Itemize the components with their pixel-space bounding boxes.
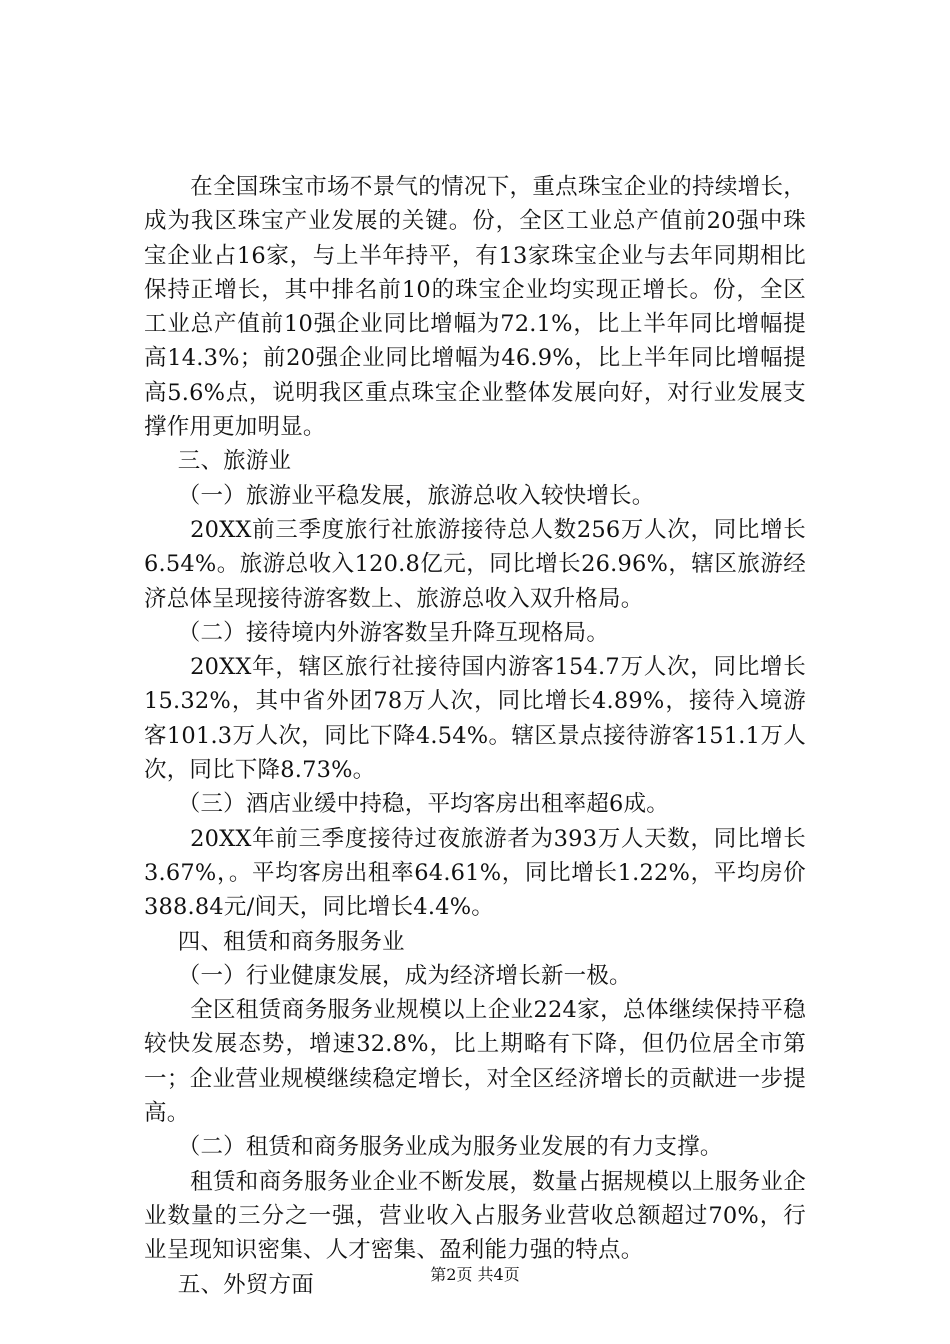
subheading-leasing-2: （二）租赁和商务服务业成为服务业发展的有力支撑。	[177, 1134, 723, 1161]
document-body	[144, 170, 806, 1302]
subheading-tourism-2: （二）接待境内外游客数呈升降互现格局。	[177, 619, 610, 646]
page-footer: 第2页 共4页	[430, 1265, 520, 1284]
section-heading-tourism: 三、旅游业	[177, 448, 292, 475]
paragraph-tourism-2: 20XX年，辖区旅行社接待国内游客154.7万人次，同比增长15.32%，其中省外团78万人次，同比增长4.89%，接待入境游客101.3万人次，同比下降4.54%。辖区景点接待游客151.1万人次，同比下降8.73%。	[144, 654, 806, 784]
paragraph-leasing-1: 全区租赁商务服务业规模以上企业224家，总体继续保持平稳较快发展态势，增速32.8%，比上期略有下降，但仍位居全市第一；企业营业规模继续稳定增长，对全区经济增长的贡献进一步提高。	[144, 997, 806, 1127]
paragraph-tourism-3: 20XX年前三季度接待过夜旅游者为393万人天数，同比增长3.67%，。平均客房出租率64.61%，同比增长1.22%，平均房价388.84元/间天，同比增长4.4%。	[144, 825, 806, 921]
subheading-tourism-1: （一）旅游业平稳发展，旅游总收入较快增长。	[177, 482, 655, 509]
paragraph-tourism-1: 20XX前三季度旅行社旅游接待总人数256万人次，同比增长6.54%。旅游总收入120.8亿元，同比增长26.96%，辖区旅游经济总体呈现接待游客数上、旅游总收入双升格局。	[144, 516, 806, 612]
subheading-tourism-3: （三）酒店业缓中持稳，平均客房出租率超6成。	[177, 791, 669, 818]
section-heading-foreign-trade: 五、外贸方面	[177, 1271, 314, 1298]
subheading-leasing-1: （一）行业健康发展，成为经济增长新一极。	[177, 962, 632, 989]
section-heading-leasing: 四、租赁和商务服务业	[177, 928, 405, 955]
paragraph-jewelry: 在全国珠宝市场不景气的情况下，重点珠宝企业的持续增长，成为我区珠宝产业发展的关键。份，全区工业总产值前20强中珠宝企业占16家，与上半年持平，有13家珠宝企业与去年同期相比保持正增长，其中排名前10的珠宝企业均实现正增长。份，全区工业总产值前10强企业同比增幅为72.1%，比上半年同比增幅提高14.3%；前20强企业同比增幅为46.9%，比上半年同比增幅提高5.6%点，说明我区重点珠宝企业整体发展向好，对行业发展支撑作用更加明显。	[144, 174, 806, 441]
paragraph-leasing-2: 租赁和商务服务业企业不断发展，数量占据规模以上服务业企业数量的三分之一强，营业收入占服务业营收总额超过70%，行业呈现知识密集、人才密集、盈利能力强的特点。	[144, 1168, 806, 1264]
